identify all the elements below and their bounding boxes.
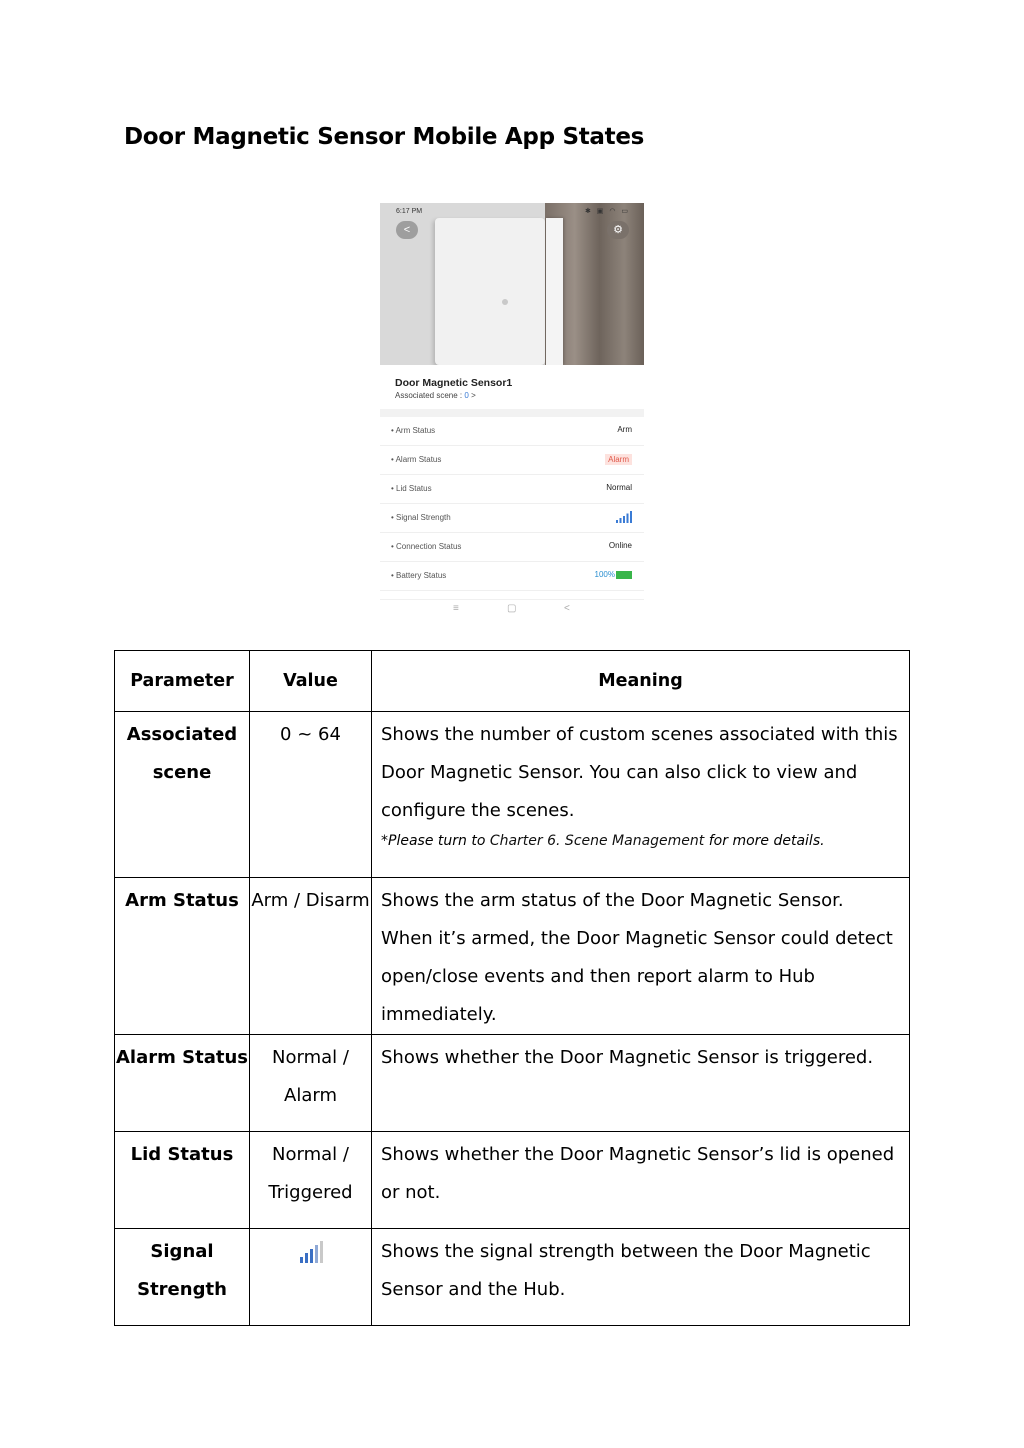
- chevron-right-icon: >: [471, 391, 476, 400]
- status-value: Arm: [617, 425, 632, 434]
- row-value: Arm / Disarm: [250, 878, 372, 1035]
- footnote: [381, 830, 899, 852]
- chevron-left-icon: <: [403, 224, 411, 236]
- row-parameter: Associated scene: [115, 712, 250, 878]
- device-photo: [380, 203, 644, 365]
- sensor-led: [502, 299, 508, 305]
- page-title: Door Magnetic Sensor Mobile App States: [124, 124, 645, 150]
- signal-strength-icon: [616, 511, 632, 523]
- menu-icon[interactable]: ≡: [453, 603, 459, 614]
- app-screenshot: [380, 203, 644, 623]
- associated-scene-count: 0: [464, 391, 469, 400]
- status-label: • Lid Status: [391, 484, 432, 493]
- table-header-row: [115, 651, 910, 712]
- parameter-table: [114, 650, 910, 1326]
- meaning-text: Shows the number of custom scenes associated with this Door Magnetic Sensor. You can also click to view and configure the scenes.: [381, 724, 898, 821]
- table-row: [115, 1132, 910, 1229]
- status-row-connection: [380, 533, 644, 562]
- status-row-lid: [380, 475, 644, 504]
- row-meaning: Shows the arm status of the Door Magnetic Sensor. When it’s armed, the Door Magnetic Sensor could detect open/close events and then report alarm to Hub immediately.: [372, 878, 910, 1035]
- device-name: Door Magnetic Sensor1: [395, 377, 513, 389]
- android-nav-bar: [380, 599, 644, 623]
- row-parameter: Arm Status: [115, 878, 250, 1035]
- associated-scene-label: Associated scene :: [395, 391, 463, 400]
- signal-strength-icon: [299, 1241, 323, 1265]
- status-label: • Alarm Status: [391, 455, 442, 464]
- status-label: • Battery Status: [391, 571, 447, 580]
- row-parameter: Alarm Status: [115, 1035, 250, 1132]
- status-row-signal: [380, 504, 644, 533]
- battery-percent: 100%: [594, 570, 615, 579]
- header-parameter: Parameter: [115, 651, 250, 712]
- footnote-prefix: *Please turn to: [381, 833, 490, 849]
- sensor-body: [435, 218, 545, 365]
- row-parameter: Lid Status: [115, 1132, 250, 1229]
- row-value: [250, 1229, 372, 1326]
- section-divider: [380, 409, 644, 417]
- status-value: Online: [608, 541, 632, 550]
- back-button[interactable]: [396, 221, 418, 239]
- settings-button[interactable]: [607, 221, 629, 239]
- status-value: Normal: [606, 483, 632, 492]
- battery-value: [595, 570, 632, 579]
- status-list: [380, 417, 644, 591]
- status-label: • Arm Status: [391, 426, 436, 435]
- table-row: [115, 878, 910, 1035]
- table-row: [115, 1035, 910, 1132]
- status-label: • Signal Strength: [391, 513, 451, 522]
- header-value: Value: [250, 651, 372, 712]
- status-time: 6:17 PM: [396, 208, 423, 215]
- row-value: Normal / Alarm: [250, 1035, 372, 1132]
- row-meaning: [372, 712, 910, 878]
- battery-icon: [616, 571, 632, 579]
- status-row-alarm: [380, 446, 644, 475]
- back-nav-icon[interactable]: <: [564, 603, 570, 614]
- footnote-suffix: for more details.: [704, 833, 825, 849]
- row-meaning: Shows whether the Door Magnetic Sensor is triggered.: [372, 1035, 910, 1132]
- row-parameter: Signal Strength: [115, 1229, 250, 1326]
- status-row-battery: [380, 562, 644, 591]
- chapter-reference-link[interactable]: Charter 6. Scene Management: [489, 833, 705, 849]
- table-row: [115, 1229, 910, 1326]
- alarm-badge: Alarm: [605, 454, 632, 465]
- status-icons: ✱ ▣ ◠ ▭: [584, 208, 630, 215]
- gear-icon: ⚙: [613, 224, 623, 236]
- row-value: 0 ~ 64: [250, 712, 372, 878]
- associated-scene-link[interactable]: [395, 391, 476, 400]
- header-meaning: Meaning: [372, 651, 910, 712]
- sensor-magnet: [546, 218, 563, 365]
- status-row-arm: [380, 417, 644, 446]
- home-icon[interactable]: ▢: [507, 603, 517, 614]
- row-value: Normal / Triggered: [250, 1132, 372, 1229]
- table-row: [115, 712, 910, 878]
- row-meaning: Shows the signal strength between the Door Magnetic Sensor and the Hub.: [372, 1229, 910, 1326]
- status-label: • Connection Status: [391, 542, 462, 551]
- row-meaning: Shows whether the Door Magnetic Sensor’s lid is opened or not.: [372, 1132, 910, 1229]
